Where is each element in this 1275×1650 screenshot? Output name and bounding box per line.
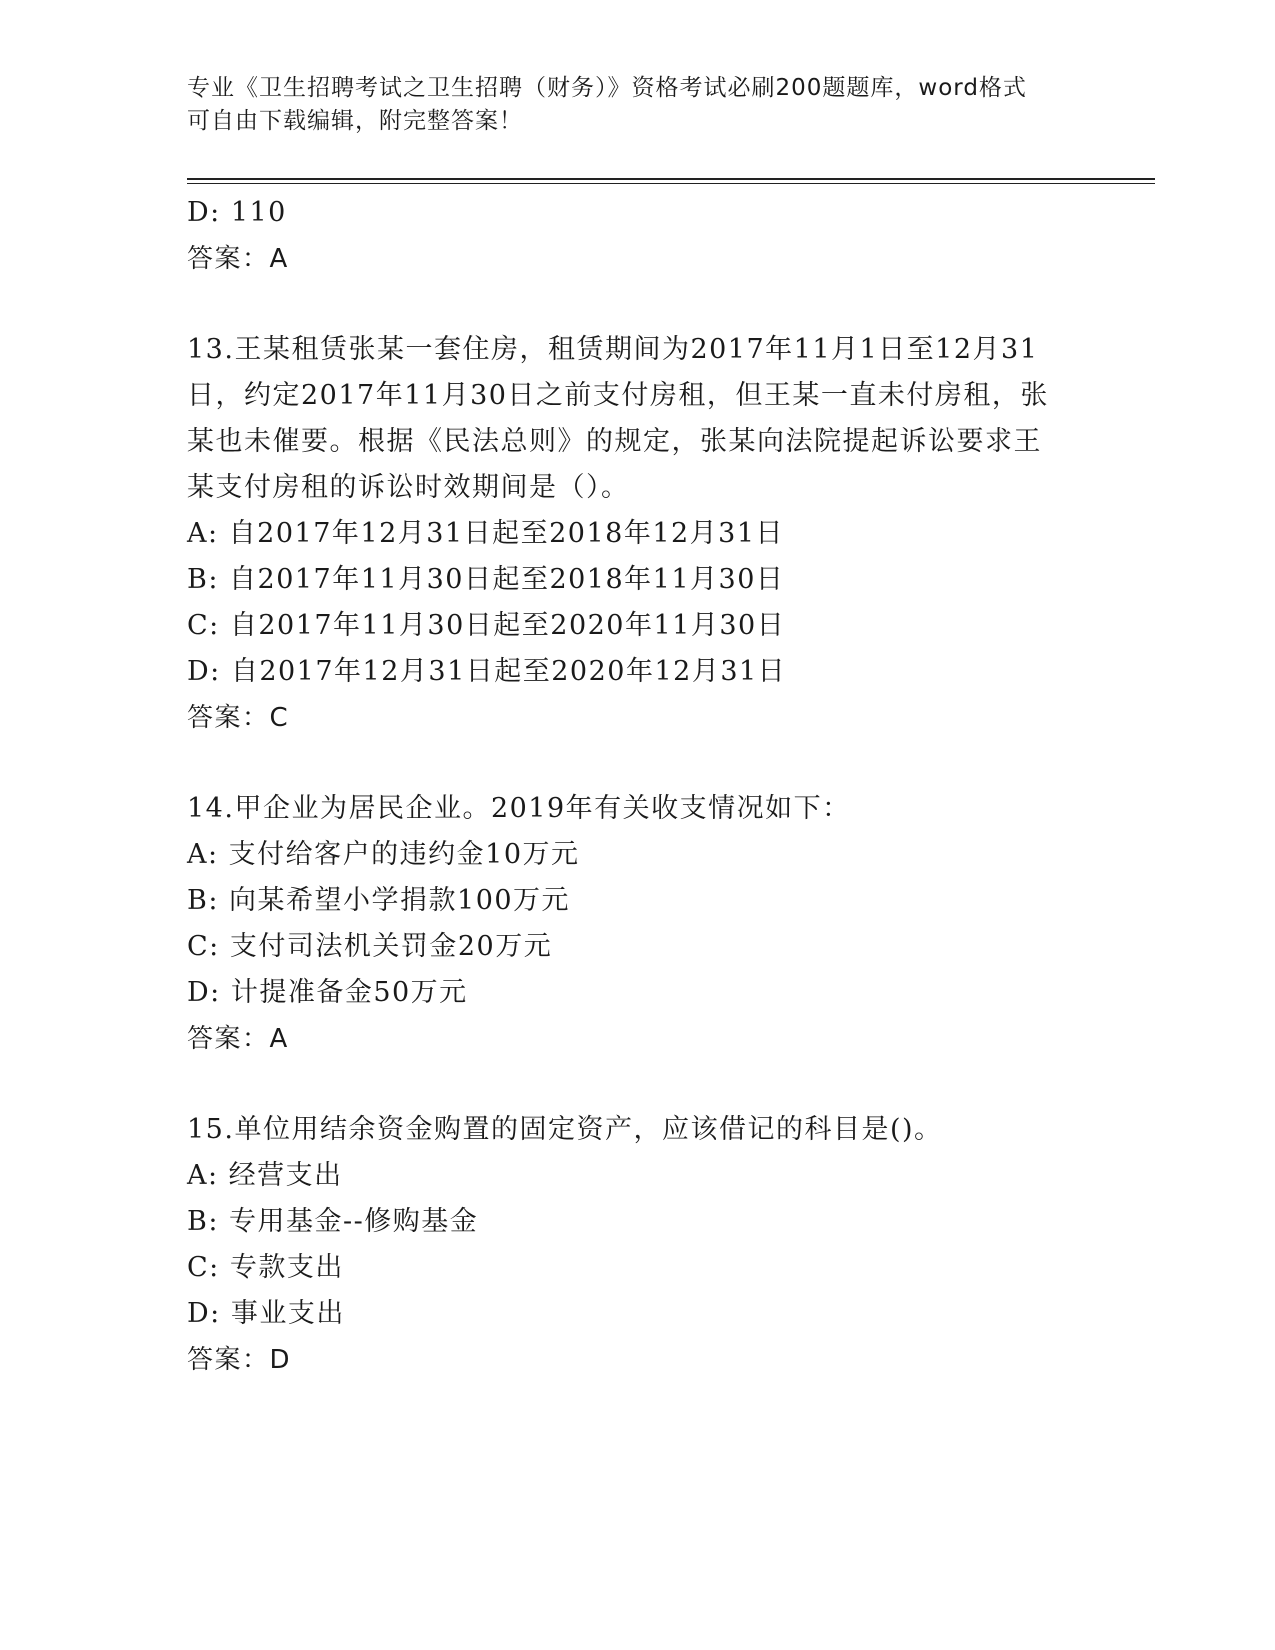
question-stem-line: 日，约定2017年11月30日之前支付房租，但王某一直未付房租，张 bbox=[187, 380, 1049, 411]
option-b: B: 专用基金--修购基金 bbox=[187, 1206, 479, 1237]
option-b: B: 自2017年11月30日起至2018年11月30日 bbox=[187, 564, 785, 595]
header-divider-thick bbox=[187, 178, 1155, 180]
option-c: C: 自2017年11月30日起至2020年11月30日 bbox=[187, 610, 786, 641]
answer: 答案：A bbox=[187, 1024, 289, 1054]
question-stem-line: 某也未催要。根据《民法总则》的规定，张某向法院提起诉讼要求王 bbox=[187, 426, 1042, 457]
answer: 答案：C bbox=[187, 703, 290, 733]
question-15 bbox=[187, 1107, 1067, 1383]
option-d: D: 计提准备金50万元 bbox=[187, 977, 468, 1008]
option-a: A: 经营支出 bbox=[187, 1160, 343, 1191]
option-d: D: 110 bbox=[187, 197, 287, 228]
question-stem-line: 13.王某租赁张某一套住房，租赁期间为2017年11月1日至12月31 bbox=[187, 334, 1039, 365]
option-a: A: 自2017年12月31日起至2018年12月31日 bbox=[187, 518, 785, 549]
option-d: D: 事业支出 bbox=[187, 1298, 345, 1329]
option-a: A: 支付给客户的违约金10万元 bbox=[187, 839, 580, 870]
option-d: D: 自2017年12月31日起至2020年12月31日 bbox=[187, 656, 787, 687]
document-body bbox=[187, 190, 1067, 1383]
header-divider-thin bbox=[187, 183, 1155, 184]
answer: 答案：D bbox=[187, 1345, 292, 1375]
question-stem-line: 某支付房租的诉讼时效期间是（）。 bbox=[187, 472, 630, 503]
header-title-line-2: 可自由下载编辑，附完整答案！ bbox=[187, 108, 523, 134]
option-b: B: 向某希望小学捐款100万元 bbox=[187, 885, 571, 916]
question-14 bbox=[187, 786, 1067, 1062]
page-header bbox=[187, 72, 1067, 138]
option-c: C: 支付司法机关罚金20万元 bbox=[187, 931, 553, 962]
question-stem-line: 14.甲企业为居民企业。2019年有关收支情况如下： bbox=[187, 793, 851, 824]
question-13 bbox=[187, 327, 1067, 741]
option-c: C: 专款支出 bbox=[187, 1252, 344, 1283]
question-stem-line: 15.单位用结余资金购置的固定资产，应该借记的科目是()。 bbox=[187, 1114, 943, 1145]
question-12-continued bbox=[187, 190, 1067, 282]
header-title-line-1: 专业《卫生招聘考试之卫生招聘（财务）》资格考试必刷200题题库，word格式 bbox=[187, 75, 1027, 101]
answer: 答案：A bbox=[187, 244, 289, 274]
